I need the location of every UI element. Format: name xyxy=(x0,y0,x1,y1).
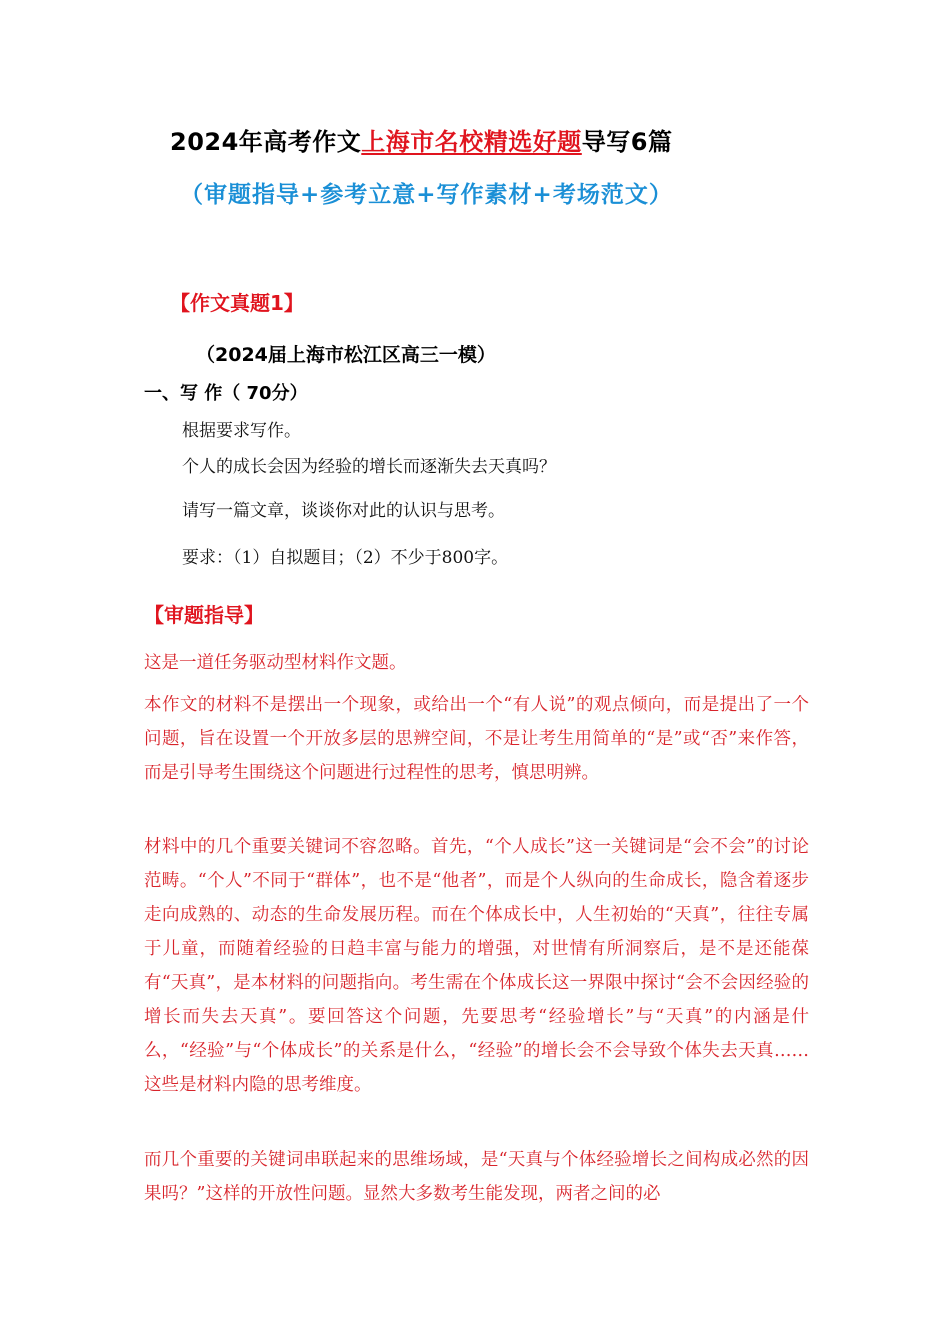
guide-paragraph: 材料中的几个重要关键词不容忽略。首先，“个人成长”这一关键词是“会不会”的讨论范畴。“个人”不同于“群体”，也不是“他者”，而是个人纵向的生命成长，隐含着逐步走向成熟的、动态的生命发展历程。而在个体成长中，人生初始的“天真”，往往专属于儿童，而随着经验的日趋丰富与能力的增强，对世情有所洞察后，是不是还能葆有“天真”，是本材料的问题指向。考生需在个体成长这一界限中探讨“会不会因经验的增长而失去天真”。要回答这个问题，先要思考“经验增长”与“天真”的内涵是什么，“经验”与“个体成长”的关系是什么，“经验”的增长会不会导致个体失去天真……这些是材料内隐的思考维度。 xyxy=(144,837,809,1095)
document-title xyxy=(170,122,673,157)
guide-paragraph: 本作文的材料不是摆出一个现象，或给出一个“有人说”的观点倾向，而是提出了一个问题，旨在设置一个开放多层的思辨空间，不是让考生用简单的“是”或“否”来作答，而是引导考生围绕这个问题进行过程性的思考，慎思明辨。 xyxy=(144,695,809,783)
document-subtitle: （审题指导+参考立意+写作素材+考场范文） xyxy=(180,181,673,208)
title-part1: 2024年高考作文 xyxy=(170,128,362,156)
guide-paragraph: 这是一道任务驱动型材料作文题。 xyxy=(144,653,407,673)
prompt-line: 请写一篇文章，谈谈你对此的认识与思考。 xyxy=(182,501,505,521)
section-label: 一、写 作（ 70分） xyxy=(144,383,308,404)
guide-paragraph: 而几个重要的关键词串联起来的思维场域，是“天真与个体经验增长之间构成必然的因果吗？”这样的开放性问题。显然大多数考生能发现，两者之间的必 xyxy=(144,1150,809,1204)
exam-source: （2024届上海市松江区高三一模） xyxy=(196,344,496,366)
prompt-line: 要求：（1）自拟题目；（2）不少于800字。 xyxy=(182,548,509,568)
title-part2: 导写6篇 xyxy=(581,128,673,156)
title-highlight: 上海市名校精选好题 xyxy=(361,128,582,156)
prompt-line: 个人的成长会因为经验的增长而逐渐失去天真吗？ xyxy=(182,457,556,477)
topic-heading: 【作文真题1】 xyxy=(170,291,304,315)
guide-heading: 【审题指导】 xyxy=(144,603,264,627)
prompt-line: 根据要求写作。 xyxy=(182,421,301,441)
